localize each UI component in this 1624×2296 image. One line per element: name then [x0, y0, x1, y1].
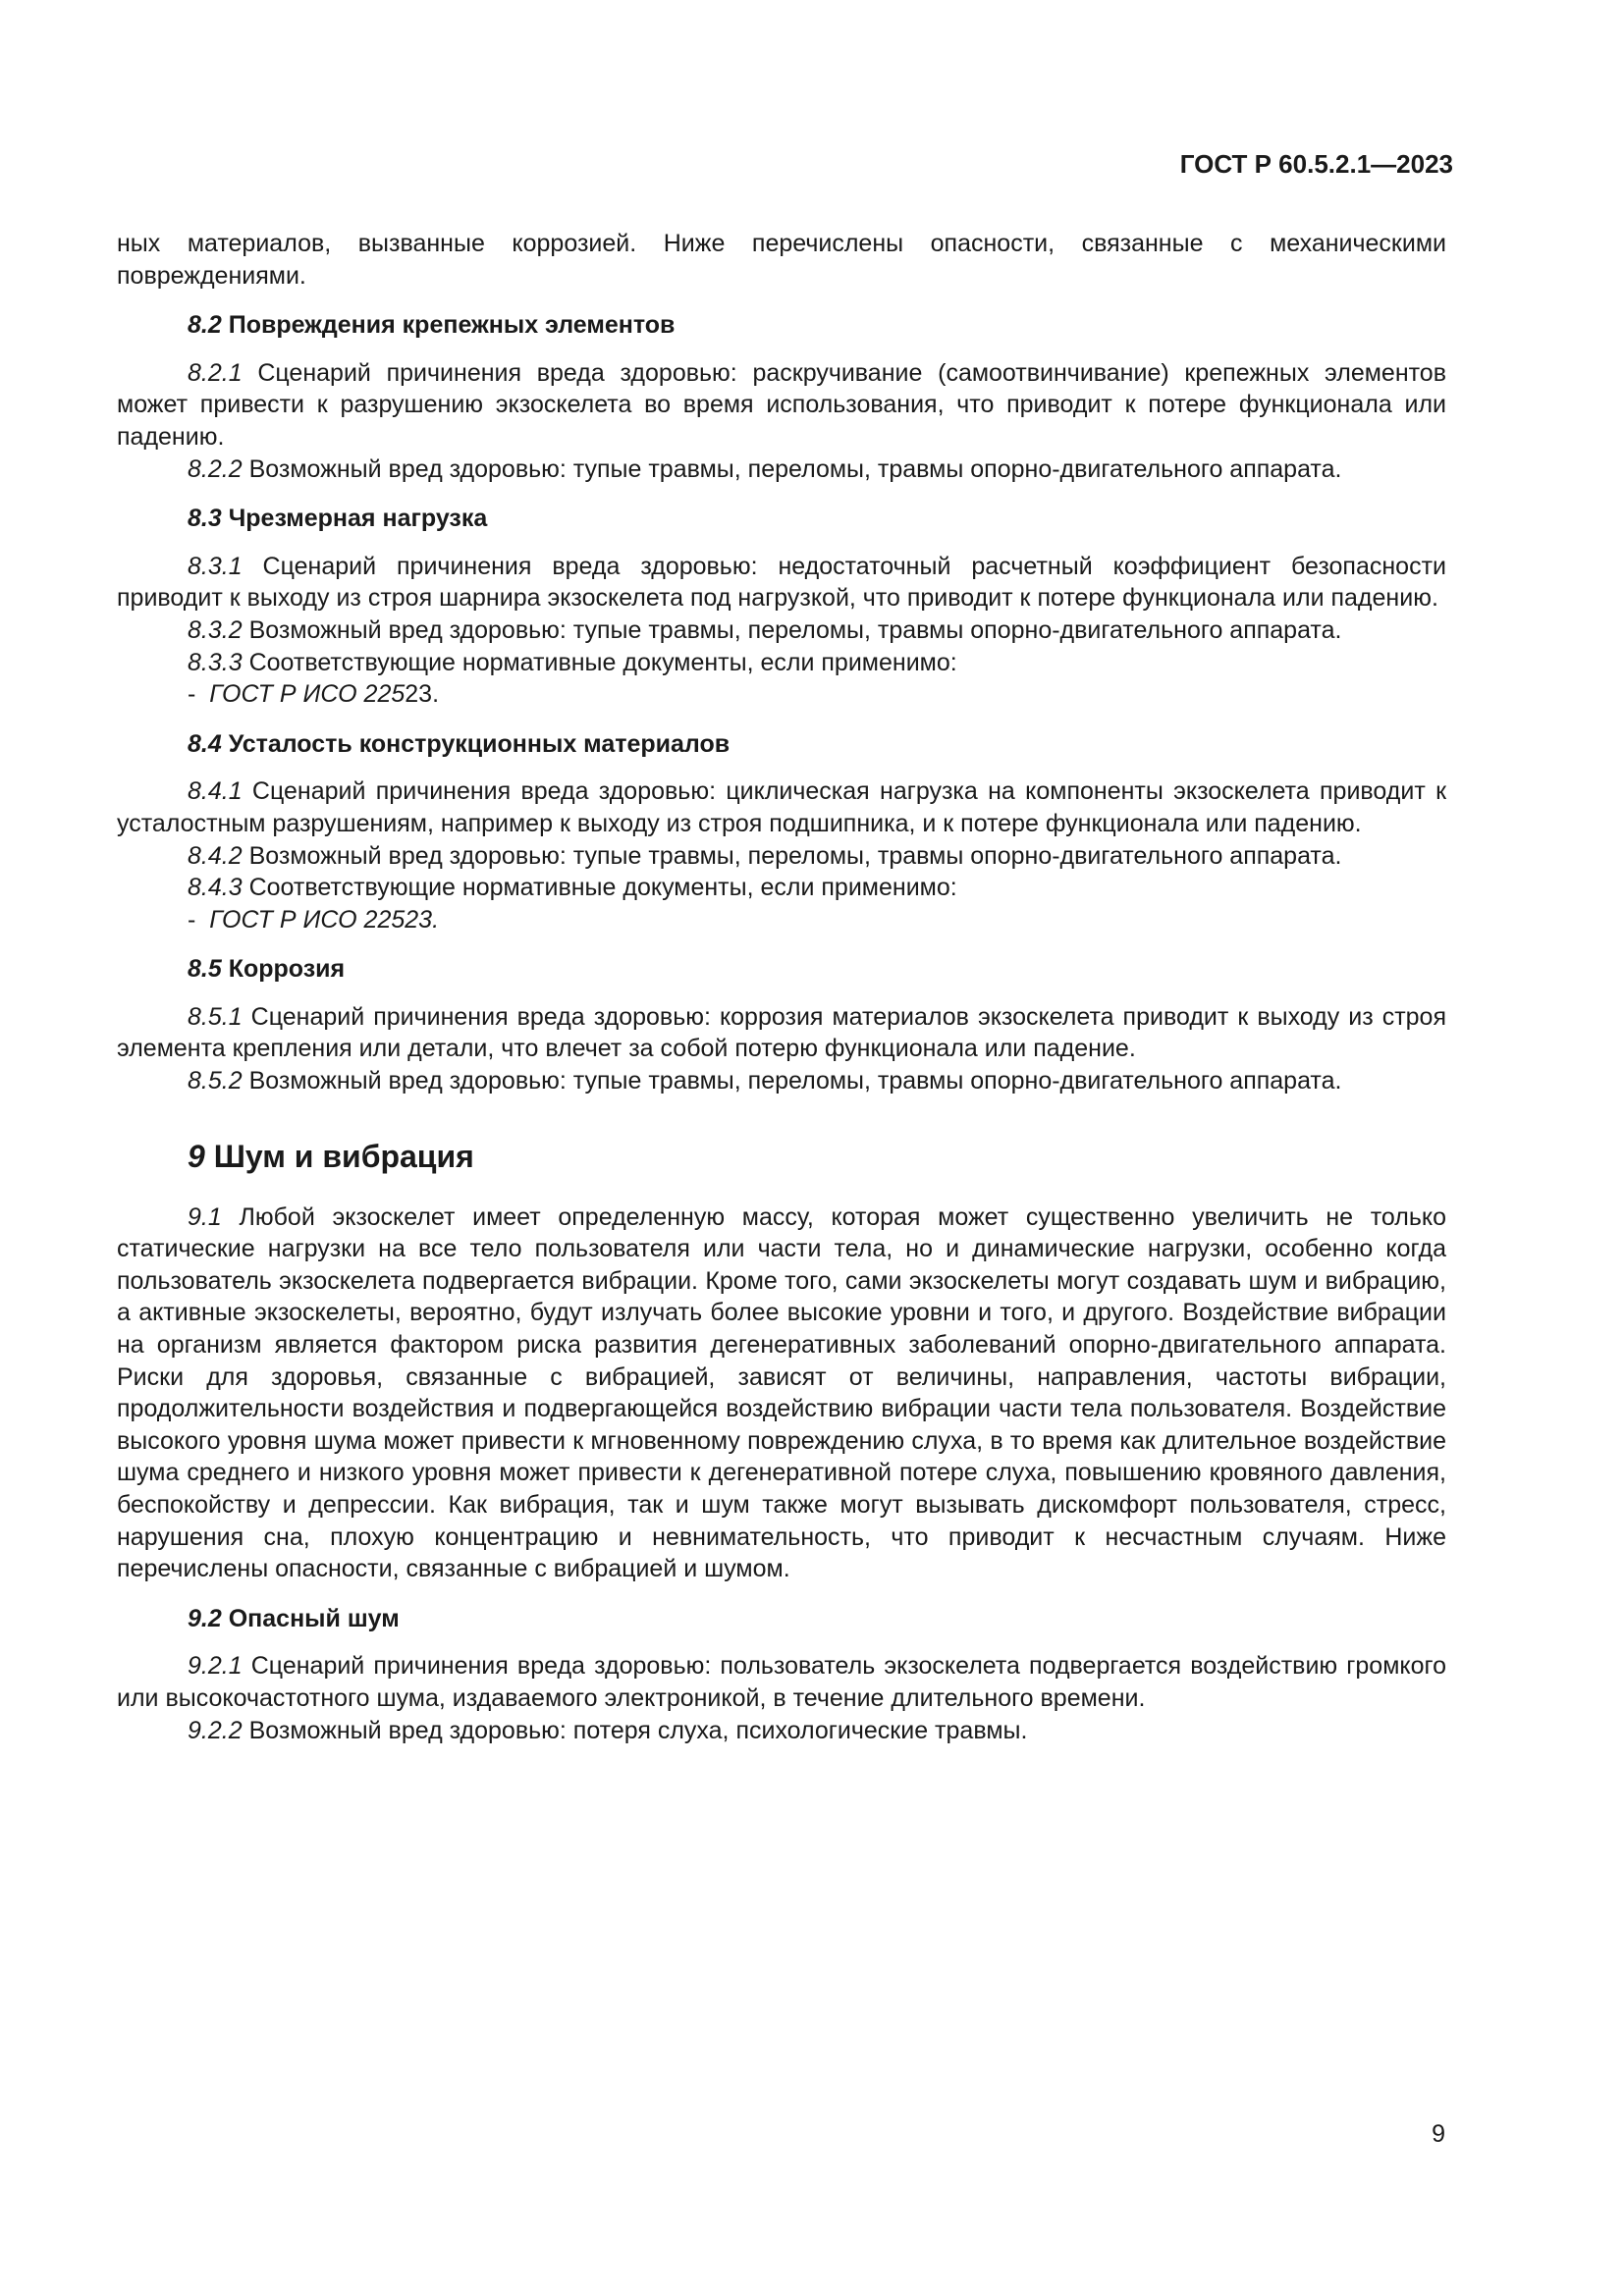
subsection-title: Чрезмерная нагрузка	[228, 505, 488, 533]
clause-8-2-2	[117, 454, 1446, 486]
subsection-number: 8.3	[188, 505, 222, 533]
clause-text: Сценарий причинения вреда здоровью: недостаточный расчетный коэффициент безопасности приводит к выходу из строя шарнира экзоскелета под нагрузкой, что приводит к потере функционала или падению.	[117, 552, 1446, 613]
clause-number: 8.3.2	[188, 615, 243, 644]
clause-number: 8.2.2	[188, 454, 243, 483]
clause-8-5-1	[117, 1001, 1446, 1065]
clause-number: 9.2.2	[188, 1716, 243, 1744]
reference-item	[117, 904, 1446, 936]
clause-8-3-1	[117, 551, 1446, 614]
clause-8-2-1	[117, 357, 1446, 454]
clause-8-3-2	[117, 614, 1446, 647]
clause-text: Возможный вред здоровью: потеря слуха, психологические травмы.	[248, 1716, 1028, 1744]
clause-number: 8.5.1	[188, 1002, 243, 1031]
clause-number: 9.1	[188, 1202, 222, 1231]
subsection-number: 8.4	[188, 729, 222, 758]
subsection-heading-9-2	[117, 1603, 1446, 1635]
clause-8-4-3	[117, 872, 1446, 904]
clause-text: Возможный вред здоровью: тупые травмы, переломы, травмы опорно-двигательного аппарата.	[248, 615, 1342, 644]
subsection-title: Опасный шум	[228, 1604, 400, 1632]
section-number: 9	[188, 1138, 205, 1174]
clause-text: Сценарий причинения вреда здоровью: пользователь экзоскелета подвергается воздействию громкого или высокочастотного шума, издаваемого электроникой, в течение длительного времени.	[117, 1652, 1446, 1712]
subsection-heading-8-5	[117, 953, 1446, 986]
clause-number: 8.5.2	[188, 1067, 243, 1095]
section-title: Шум и вибрация	[213, 1138, 474, 1174]
clause-number: 9.2.1	[188, 1652, 243, 1681]
clause-text: Возможный вред здоровью: тупые травмы, переломы, травмы опорно-двигательного аппарата.	[248, 841, 1342, 870]
reference-italic: ГОСТ Р ИСО 22523.	[209, 905, 440, 934]
clause-number: 8.2.1	[188, 358, 243, 387]
list-dash: -	[188, 680, 196, 709]
subsection-title: Коррозия	[228, 955, 346, 984]
clause-8-5-2	[117, 1065, 1446, 1097]
clause-text: Сценарий причинения вреда здоровью: коррозия материалов экзоскелета приводит к выходу из строя элемента крепления или детали, что влечет за собой потерю функционала или падение.	[117, 1002, 1446, 1063]
clause-text: Любой экзоскелет имеет определенную массу, которая может существенно увеличить не только статические нагрузки на все тело пользователя или части тела, но и динамические нагрузки, особенно когда пользователь экзоскелета подвергается вибрации. Кроме того, сами экзоскелеты могут создавать шум и вибрацию, а активные экзоскелеты, вероятно, будут излучать более высокие уровни и того, и другого. Воздействие вибрации на организм является фактором риска развития дегенеративных заболеваний опорно-двигательного аппарата. Риски для здоровья, связанные с вибрацией, зависят от величины, направления, частоты вибрации, продолжительности воздействия и подвергающейся воздействию вибрации части тела пользователя. Воздействие высокого уровня шума может привести к мгновенному повреждению слуха, в то время как длительное воздействие шума среднего и низкого уровня может привести к дегенеративной потере слуха, повышению кровяного давления, беспокойству и депрессии. Как вибрация, так и шум также могут вызывать дискомфорт пользователя, стресс, нарушения сна, плохую концентрацию и невнимательность, что приводит к несчастным случаям. Ниже перечислены опасности, связанные с вибрацией и шумом.	[117, 1202, 1447, 1583]
subsection-number: 8.5	[188, 955, 222, 984]
clause-number: 8.4.2	[188, 841, 243, 870]
clause-9-2-1	[117, 1650, 1446, 1714]
reference-item	[117, 678, 1446, 711]
subsection-number: 8.2	[188, 311, 222, 340]
clause-text: Соответствующие нормативные документы, если применимо:	[248, 874, 957, 902]
document-body	[117, 228, 1446, 1746]
clause-8-4-1	[117, 775, 1446, 839]
clause-8-3-3	[117, 647, 1446, 679]
clause-9-1	[117, 1201, 1446, 1585]
reference-italic: ГОСТ Р ИСО 225	[209, 680, 406, 709]
clause-number: 8.3.1	[188, 552, 243, 580]
standard-designation: ГОСТ Р 60.5.2.1—2023	[1179, 149, 1453, 179]
page-number: 9	[1432, 2120, 1445, 2148]
subsection-heading-8-4	[117, 728, 1446, 761]
reference-plain: 23.	[405, 680, 440, 709]
clause-text: Соответствующие нормативные документы, если применимо:	[248, 648, 957, 676]
subsection-number: 9.2	[188, 1604, 222, 1632]
clause-text: Сценарий причинения вреда здоровью: циклическая нагрузка на компоненты экзоскелета приводит к усталостным разрушениям, например к выходу из строя подшипника, и к потере функционала или падению.	[117, 777, 1447, 837]
clause-number: 8.3.3	[188, 648, 243, 676]
subsection-heading-8-3	[117, 503, 1446, 535]
clause-text: Сценарий причинения вреда здоровью: раскручивание (самоотвинчивание) крепежных элементов может привести к разрушению экзоскелета во время использования, что приводит к потере функционала или падению.	[117, 358, 1446, 451]
clause-9-2-2	[117, 1715, 1446, 1747]
clause-number: 8.4.3	[188, 874, 243, 902]
section-heading-9	[117, 1137, 1446, 1176]
list-dash: -	[188, 905, 196, 934]
clause-number: 8.4.1	[188, 777, 243, 806]
subsection-title: Повреждения крепежных элементов	[228, 311, 676, 340]
clause-text: Возможный вред здоровью: тупые травмы, переломы, травмы опорно-двигательного аппарата.	[248, 1067, 1342, 1095]
clause-text: Возможный вред здоровью: тупые травмы, переломы, травмы опорно-двигательного аппарата.	[248, 454, 1342, 483]
intro-paragraph: ных материалов, вызванные коррозией. Ниже перечислены опасности, связанные с механическими повреждениями.	[117, 230, 1446, 290]
clause-8-4-2	[117, 840, 1446, 873]
subsection-title: Усталость конструкционных материалов	[228, 729, 731, 758]
subsection-heading-8-2	[117, 309, 1446, 342]
